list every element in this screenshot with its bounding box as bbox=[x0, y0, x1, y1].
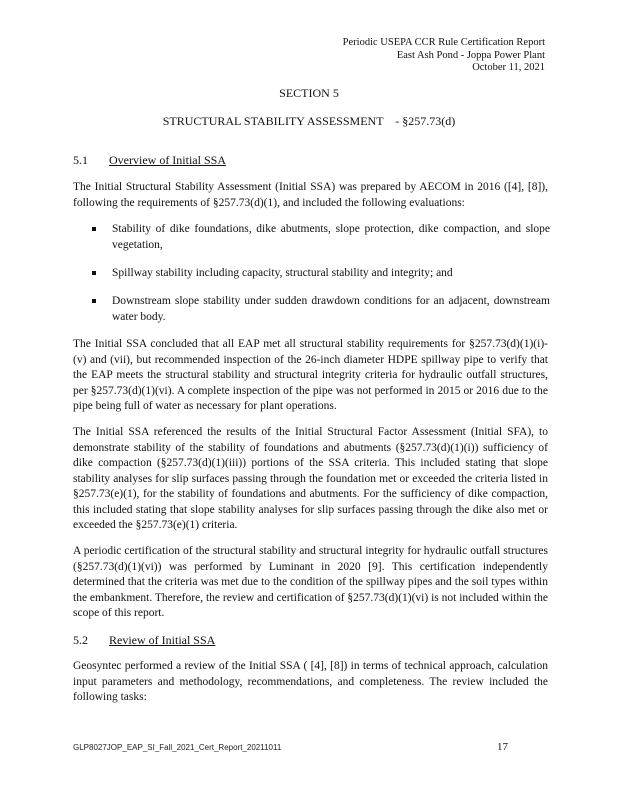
paragraph-review-scope: Geosyntec performed a review of the Initial SSA ( [4], [8]) in terms of technical approach, calculation input parameters and methodology, recommendations, and completeness. The review included the following tasks: bbox=[73, 660, 548, 703]
section-number: SECTION 5 bbox=[279, 86, 339, 100]
bullet-item bbox=[92, 294, 550, 325]
subsection-heading-5-2 bbox=[73, 633, 227, 648]
paragraph-ssa-conclusion: The Initial SSA concluded that all EAP met all structural stability requirements for §257.73(d)(1)(i)-(v) and (vii), but recommended inspection of the 26-inch diameter HDPE spillway pipe to verify that the EAP meets the structural stability and structural integrity criteria for hydraulic outfall structures, per §257.73(d)(1)(vi). A complete inspection of the pipe was not performed in 2015 or 2016 due to the pipe being full of water as necessary for plant operations. bbox=[73, 338, 548, 412]
bullet-item bbox=[92, 266, 550, 282]
footer-page-number: 17 bbox=[497, 741, 508, 753]
bullet-text: Spillway stability including capacity, structural stability and integrity; and bbox=[112, 267, 453, 279]
section-title: STRUCTURAL STABILITY ASSESSMENT - §257.73(d) bbox=[162, 114, 456, 128]
paragraph-sfa-reference: The Initial SSA referenced the results of the Initial Structural Factor Assessment (Initial SFA), to demonstrate stability of the stability of foundations and abutments (§257.73(d)(1)(i)) sufficiency of dike compaction (§257.73(d)(1)(iii)) portions of the SSA criteria. This included stating that slope stability analyses for slip surfaces passing through the foundation met or exceeded the criteria listed in §257.73(e)(1), for the stability of foundations and abutments. For the sufficiency of dike compaction, this included stating that slope stability analyses for slip surfaces passing through the dike also met or exceeded the §257.73(e)(1) criteria. bbox=[73, 426, 548, 531]
bullet-text: Stability of dike foundations, dike abutments, slope protection, dike compaction, and slope vegetation, bbox=[112, 223, 550, 251]
bullet-text: Downstream slope stability under sudden drawdown conditions for an adjacent, downstream water body. bbox=[112, 295, 550, 323]
footer-document-id: GLP8027JOP_EAP_SI_Fall_2021_Cert_Report_20211011 bbox=[73, 743, 282, 752]
running-header bbox=[343, 37, 545, 75]
bullet-item bbox=[92, 222, 550, 253]
subsection-number: 5.1 bbox=[73, 153, 88, 167]
subsection-title: Review of Initial SSA bbox=[109, 633, 216, 647]
subsection-title: Overview of Initial SSA bbox=[109, 153, 226, 167]
paragraph-periodic-certification: A periodic certification of the structural stability and structural integrity for hydraulic outfall structures (§257.73(d)(1)(vi)) was performed by Luminant in 2020 [9]. This certification independently determined that the criteria was met due to the condition of the spillway pipes and the soil types within the embankment. Therefore, the review and certification of §257.73(d)(1)(vi) is not included within the scope of this report. bbox=[73, 545, 548, 619]
bullet-marker bbox=[92, 271, 96, 275]
header-date: October 11, 2021 bbox=[472, 62, 545, 73]
header-site-name: East Ash Pond - Joppa Power Plant bbox=[396, 49, 545, 61]
bullet-marker bbox=[92, 299, 96, 303]
subsection-heading-5-1 bbox=[73, 153, 238, 168]
header-report-title: Periodic USEPA CCR Rule Certification Report bbox=[342, 37, 545, 48]
paragraph-overview: The Initial Structural Stability Assessment (Initial SSA) was prepared by AECOM in 2016 ([4], [8]), following the requirements of §257.73(d)(1), and included the following evaluations: bbox=[73, 181, 548, 209]
bullet-marker bbox=[92, 227, 96, 231]
subsection-number: 5.2 bbox=[73, 633, 88, 647]
